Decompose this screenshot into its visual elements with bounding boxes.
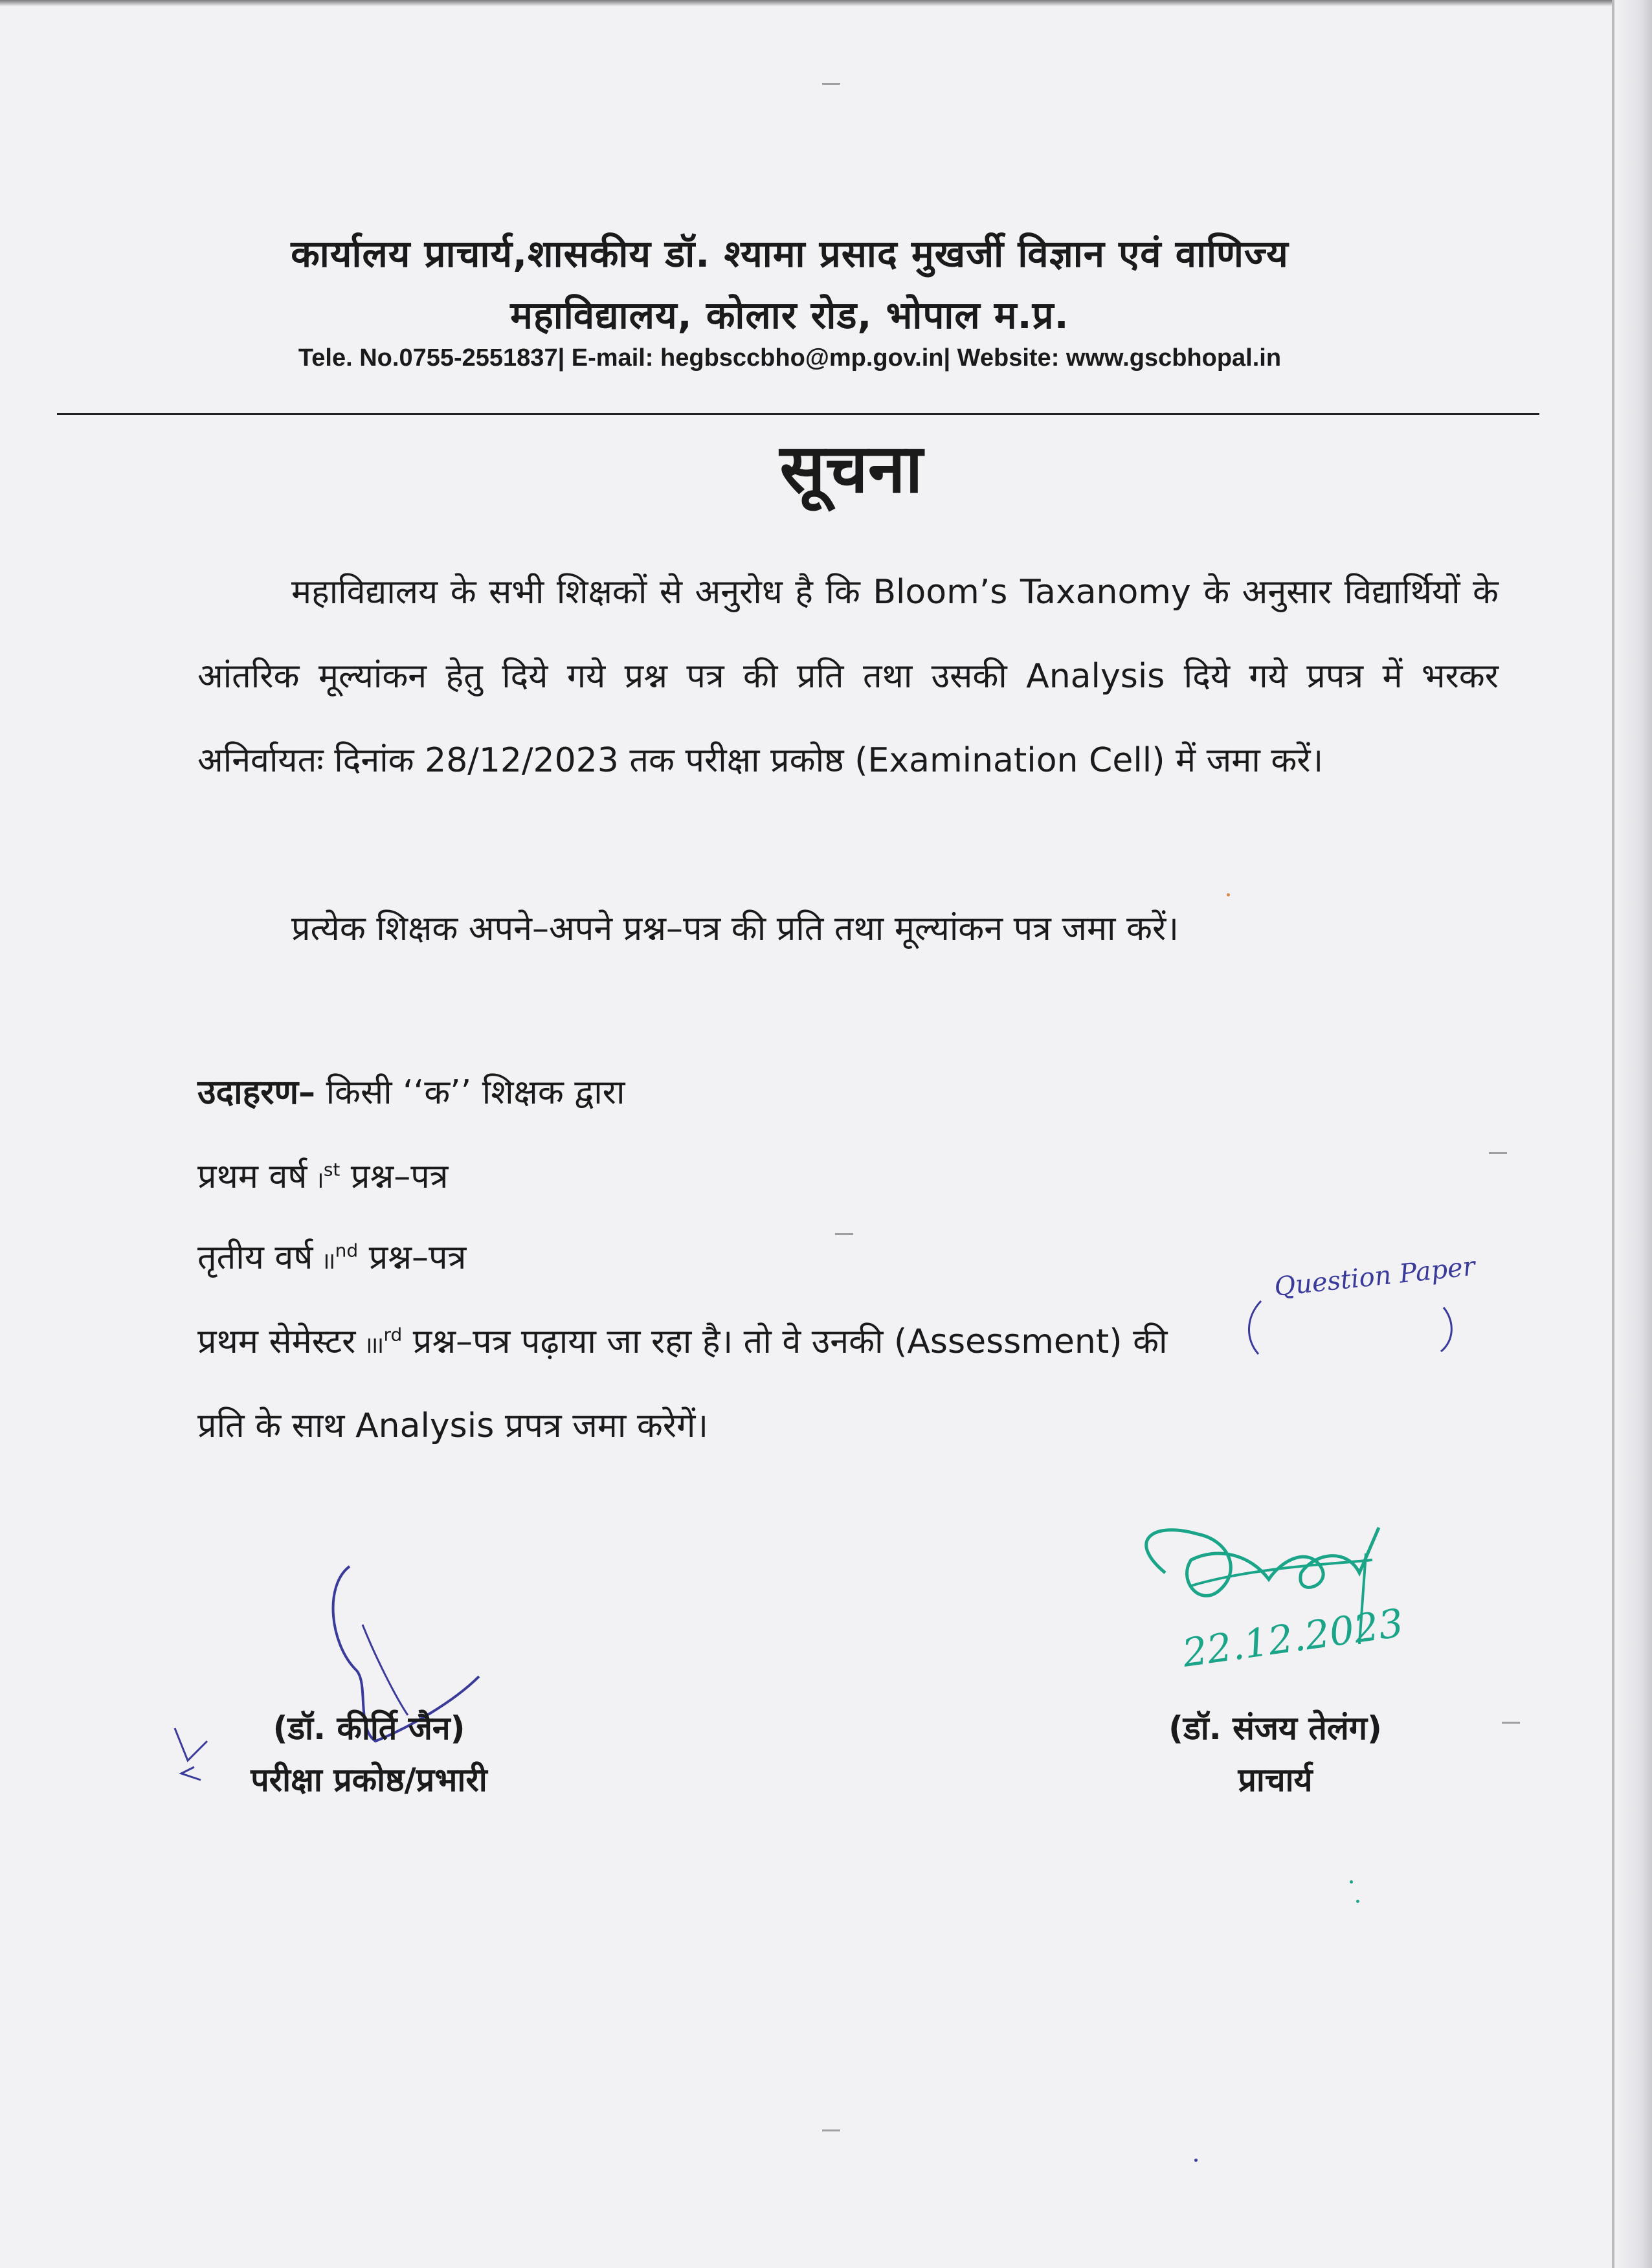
scan-fold bbox=[1612, 0, 1614, 2268]
example-semester-rest: प्रश्न–पत्र पढ़ाया जा रहा है। तो वे उनकी (Assessment) की bbox=[402, 1322, 1168, 1361]
office-name-line1: कार्यालय प्राचार्य,शासकीय डॉ. श्यामा प्रसाद मुखर्जी विज्ञान एवं वाणिज्य bbox=[291, 232, 1289, 276]
notice-paragraph-2: प्रत्येक शिक्षक अपने–अपने प्रश्न–पत्र की प्रति तथा मूल्यांकन पत्र जमा करें। bbox=[291, 909, 1179, 948]
signatory-right-name: (डॉ. संजय तेलंग) bbox=[1168, 1709, 1382, 1747]
signature-right bbox=[1100, 1502, 1554, 1696]
signatory-right bbox=[1100, 1702, 1450, 1806]
scan-mark bbox=[835, 1233, 853, 1235]
example-third-year bbox=[197, 1233, 466, 1279]
scan-speck bbox=[1350, 1880, 1353, 1884]
office-name-line2: महाविद्यालय, कोलार रोड, भोपाल म.प्र. bbox=[510, 293, 1069, 337]
handwritten-annotation bbox=[1249, 1251, 1477, 1359]
header-divider bbox=[57, 413, 1539, 415]
scan-mark bbox=[822, 83, 840, 85]
scan-mark bbox=[1489, 1152, 1507, 1154]
scan-edge bbox=[1613, 0, 1652, 2268]
signatory-left-name: (डॉ. कीर्ति जैन) bbox=[273, 1709, 465, 1747]
example-heading bbox=[197, 1068, 625, 1114]
example-third-year-rest: प्रश्न–पत्र bbox=[358, 1238, 467, 1277]
scan-edge bbox=[0, 0, 1652, 6]
example-semester-label: प्रथम सेमेस्टर bbox=[197, 1322, 366, 1361]
example-first-year-label: प्रथम वर्ष bbox=[197, 1157, 318, 1196]
example-intro: किसी ‘‘क’’ शिक्षक द्वारा bbox=[315, 1073, 625, 1112]
signatory-right-designation: प्राचार्य bbox=[1238, 1761, 1313, 1799]
scan-mark bbox=[822, 2129, 840, 2131]
example-first-year-rest: प्रश्न–पत्र bbox=[340, 1157, 449, 1196]
example-first-year bbox=[197, 1152, 449, 1198]
roman-numeral: III bbox=[366, 1335, 384, 1358]
scan-speck bbox=[1227, 893, 1230, 896]
signatory-left-designation: परीक्षा प्रकोष्ठ/प्रभारी bbox=[251, 1761, 487, 1799]
roman-numeral: I bbox=[317, 1170, 324, 1193]
example-label: उदाहरण– bbox=[197, 1073, 316, 1112]
annotation-text: Question Paper bbox=[1273, 1251, 1477, 1302]
notice-paragraph-1: महाविद्यालय के सभी शिक्षकों से अनुरोध है कि Bloom’s Taxanomy के अनुसार विद्यार्थियों के आंतरिक मूल्यांकन हेतु दिये गये प्रश्न पत्र की प्रति तथा उसकी Analysis दिये गये प्रपत्र में भरकर अनिर्वायतः दिनांक 28/12/2023 तक परीक्षा प्रकोष्ठ (Examination Cell) में जमा करें। bbox=[197, 573, 1499, 780]
roman-numeral: II bbox=[323, 1251, 335, 1274]
ordinal-suffix: st bbox=[323, 1159, 340, 1181]
contact-line: Tele. No.0755-2551837| E-mail: hegbsccbho@mp.gov.in| Website: www.gscbhopal.in bbox=[298, 344, 1282, 372]
scan-speck bbox=[1356, 1900, 1359, 1903]
scan-mark bbox=[1502, 1722, 1520, 1724]
example-third-year-label: तृतीय वर्ष bbox=[197, 1238, 324, 1277]
signature-date: 22.12.2023 bbox=[1179, 1600, 1407, 1676]
ordinal-suffix: nd bbox=[335, 1240, 359, 1262]
example-last-line: प्रति के साथ Analysis प्रपत्र जमा करेगें। bbox=[197, 1406, 709, 1445]
ordinal-suffix: rd bbox=[383, 1324, 403, 1346]
signatory-left bbox=[194, 1702, 544, 1806]
notice-title: सूचना bbox=[779, 429, 923, 508]
scan-speck bbox=[1194, 2159, 1198, 2162]
